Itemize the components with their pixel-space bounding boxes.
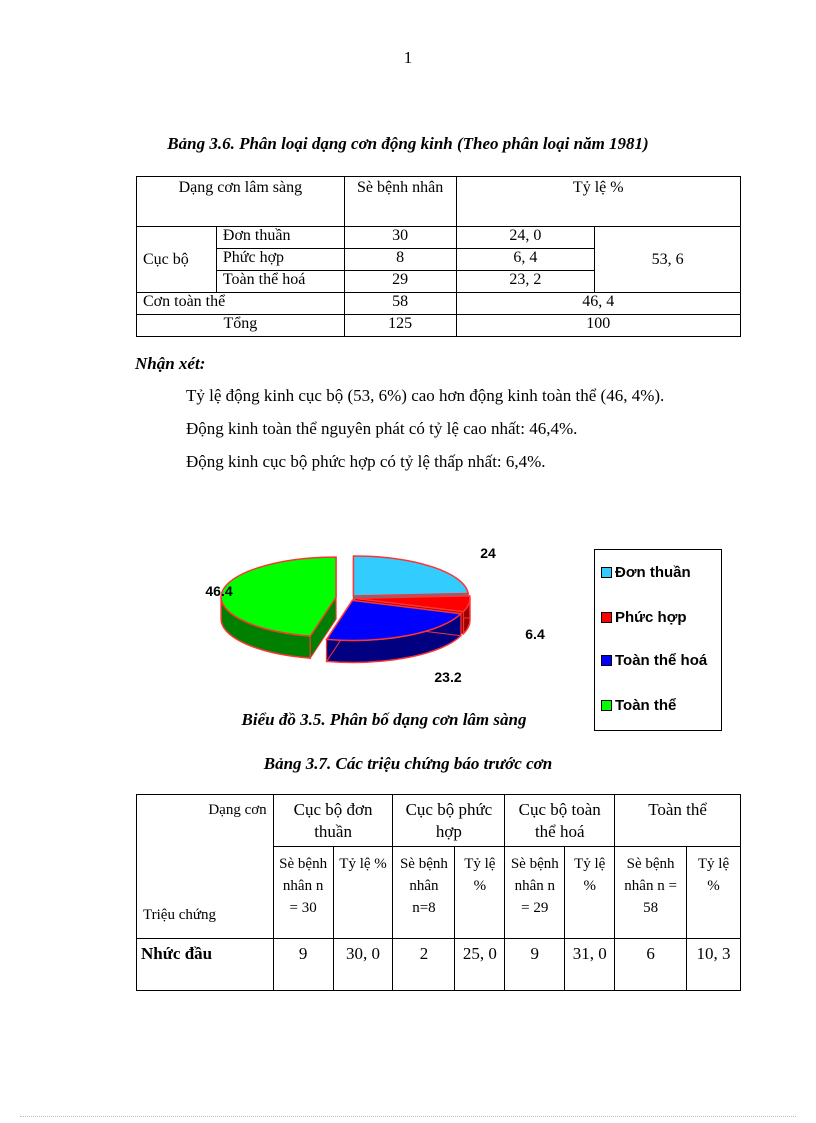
group-header: Cục bộ toàn thể hoá	[505, 795, 615, 847]
row-label: Toàn thể hoá	[216, 271, 344, 293]
sub-count: Sè bệnh nhân n = 58	[615, 847, 687, 939]
chart-legend	[594, 549, 722, 731]
group-header: Toàn thể	[615, 795, 741, 847]
legend-label: Toàn thể	[615, 697, 677, 714]
row-ratio: 23, 2	[456, 271, 595, 293]
remark-line: Tỷ lệ động kinh cục bộ (53, 6%) cao hơn động kinh toàn thể (46, 4%).	[186, 386, 665, 405]
header-type: Dạng cơn lâm sàng	[137, 177, 345, 227]
value-cell: 25, 0	[455, 939, 505, 991]
row-ratio: 6, 4	[456, 249, 595, 271]
page-bottom-rule	[20, 1116, 796, 1117]
sub-ratio: Tỷ lệ %	[565, 847, 615, 939]
chart-caption: Biểu đồ 3.5. Phân bố dạng cơn lâm sàng	[241, 710, 527, 729]
sub-count: Sè bệnh nhân n = 30	[273, 847, 333, 939]
total-label: Tổng	[137, 315, 345, 337]
group-header: Cục bộ phức hợp	[393, 795, 505, 847]
value-cell: 31, 0	[565, 939, 615, 991]
legend-swatch	[601, 655, 612, 666]
group-ratio: 53, 6	[595, 227, 741, 293]
pie-data-label: 24	[480, 545, 496, 561]
sub-count: Sè bệnh nhân n=8	[393, 847, 455, 939]
sub-ratio: Tỷ lệ %	[333, 847, 393, 939]
corner-bottom: Triệu chứng	[143, 907, 216, 923]
row-count: 30	[344, 227, 456, 249]
total-ratio: 100	[456, 315, 740, 337]
legend-label: Đơn thuần	[615, 564, 691, 581]
general-ratio: 46, 4	[456, 293, 740, 315]
legend-label: Phức hợp	[615, 609, 687, 626]
pie-data-label: 46.4	[205, 583, 233, 599]
corner-top: Dạng cơn	[208, 802, 267, 818]
remark-line: Động kinh cục bộ phức hợp có tỷ lệ thấp nhất: 6,4%.	[186, 452, 546, 471]
corner-cell	[137, 795, 274, 939]
value-cell: 10, 3	[687, 939, 741, 991]
total-count: 125	[344, 315, 456, 337]
value-cell: 9	[273, 939, 333, 991]
row-label: Phức hợp	[216, 249, 344, 271]
table-3-7-caption: Bảng 3.7. Các triệu chứng báo trước cơn	[263, 754, 553, 773]
sub-count: Sè bệnh nhân n = 29	[505, 847, 565, 939]
pie-chart	[190, 540, 570, 690]
general-count: 58	[344, 293, 456, 315]
pie-slice-1	[353, 556, 468, 596]
row-count: 29	[344, 271, 456, 293]
sub-ratio: Tỷ lệ %	[455, 847, 505, 939]
group-header: Cục bộ đơn thuần	[273, 795, 393, 847]
header-ratio: Tỷ lệ %	[456, 177, 740, 227]
row-ratio: 24, 0	[456, 227, 595, 249]
page-number: 1	[403, 48, 413, 67]
legend-item	[601, 564, 691, 581]
row-label: Đơn thuần	[216, 227, 344, 249]
remarks-title: Nhận xét:	[135, 354, 206, 373]
value-cell: 6	[615, 939, 687, 991]
legend-label: Toàn thể hoá	[615, 652, 708, 669]
value-cell: 30, 0	[333, 939, 393, 991]
group-local: Cục bộ	[137, 227, 217, 293]
value-cell: 9	[505, 939, 565, 991]
sub-ratio: Tỷ lệ %	[687, 847, 741, 939]
table-3-6	[136, 176, 741, 337]
row-count: 8	[344, 249, 456, 271]
table-3-6-caption: Bảng 3.6. Phân loại dạng cơn động kinh (Theo phân loại năm 1981)	[167, 134, 649, 153]
pie-data-label: 6.4	[525, 626, 545, 642]
value-cell: 2	[393, 939, 455, 991]
legend-swatch	[601, 567, 612, 578]
table-3-7	[136, 794, 741, 991]
header-count: Sè bệnh nhân	[344, 177, 456, 227]
legend-swatch	[601, 612, 612, 623]
legend-item	[601, 652, 707, 669]
legend-item	[601, 609, 687, 626]
remark-line: Động kinh toàn thể nguyên phát có tỷ lệ cao nhất: 46,4%.	[186, 419, 578, 438]
general-label: Cơn toàn thể	[137, 293, 345, 315]
symptom-label: Nhức đầu	[137, 939, 274, 991]
pie-data-label: 23.2	[434, 669, 462, 685]
